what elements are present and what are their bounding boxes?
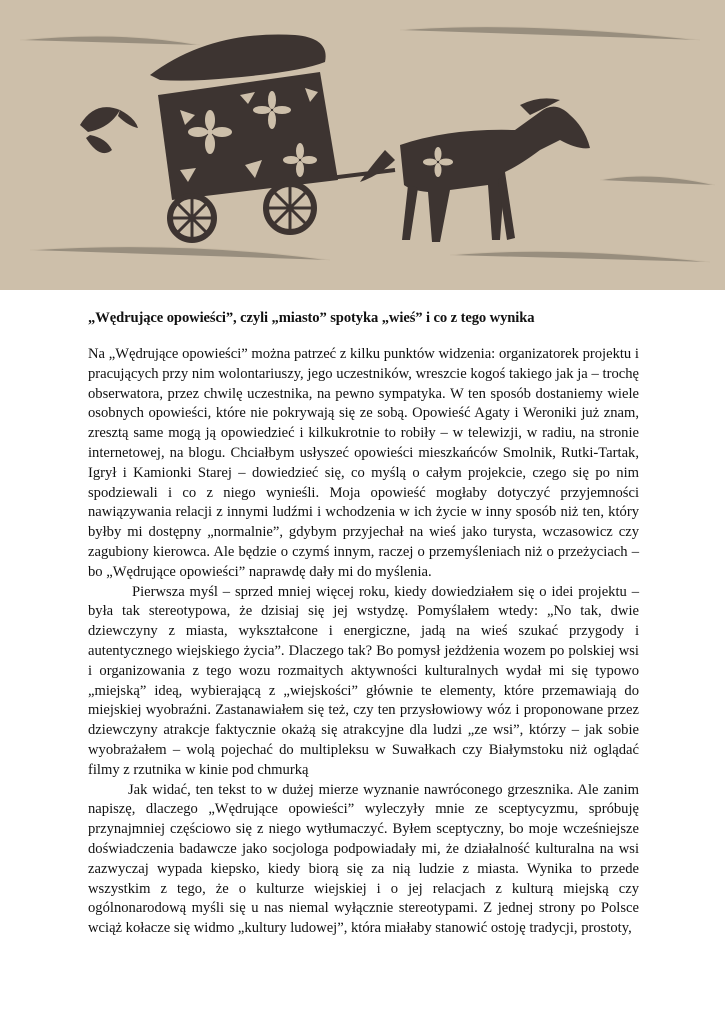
article-title: „Wędrujące opowieści”, czyli „miasto” spotyka „wieś” i co z tego wynika — [88, 310, 535, 326]
article — [88, 309, 639, 939]
wagon-body — [158, 72, 338, 200]
wagon-and-horse-illustration — [0, 0, 725, 290]
paragraph-2: Pierwsza myśl – sprzed mniej więcej roku, kiedy dowiedziałem się o idei projektu – była tak stereotypowa, że dzisiaj się jej wstydzę. Pomyślałem wtedy: „No tak, dwie dziewczyny z miasta, wykształcone i energiczne, jadą na wieś szukać przygody i autentycznego wiejskiego życia”. Dlaczego tak? Bo pomysł jeżdżenia wozem po polskiej wsi i organizowania z tego wozu rozmaitych aktywności kulturalnych wydał mi się typowo „miejską” ideą, wybierającą z „wiejskości” głównie te elementy, które przemawiają do miejskiej wyobraźni. Zastanawiałem się też, czy ten przysłowiowy wóz i proponowane przez dziewczyny atrakcje faktycznie okażą się atrakcyjne dla ludzi „ze wsi”, którzy – jak sobie wyobrażałem – wolą pojechać do multipleksu w Suwałkach czy Białymstoku niż oglądać filmy z rzutnika w kinie pod chmurką — [88, 583, 639, 778]
wagon-wheel-right — [266, 184, 314, 232]
wagon-wheel-left — [170, 196, 214, 240]
header-illustration — [0, 0, 725, 290]
paragraph-1: Na „Wędrujące opowieści” można patrzeć z kilku punktów widzenia: organizatorek projektu i pracujących przy nim wolontariuszy, jego uczestników, wreszcie kogoś takiego jak ja – trochę obserwatora, przez chwilę uczestnika, na pewno sympatyka. W ten sposób dostaniemy wiele osobnych opowieści, które nie pokrywają się ze sobą. Opowieść Agaty i Weroniki już znam, zresztą same mogą ją opowiedzieć i kilkukrotnie to robiły – w telewizji, w radiu, na stronie internetowej, na blogu. Chciałbym usłyszeć opowieści mieszkańców Smolnik, Rutki-Tartak, Igrył i Kamionki Starej – dowiedzieć się, co myślą o całym projekcie, czego się po nim spodziewali i co z niego wynieśli. Moja opowieść mogłaby dotyczyć przyjemności nawiązywania relacji z innymi ludźmi i wchodzenia w ich życie w inny sposób niż ten, który byłby mi dostępny „normalnie”, gdybym przyjechał na wieś jako turysta, wczasowicz czy zagubiony kierowca. Ale będzie o czymś innym, raczej o przemyśleniach niż o przeżyciach – bo „Wędrujące opowieści” naprawdę dały mi do myślenia. — [88, 346, 639, 580]
paragraph-3: Jak widać, ten tekst to w dużej mierze wyznanie nawróconego grzesznika. Ale zanim napiszę, dlaczego „Wędrujące opowieści” wyleczyły mnie ze sceptycyzmu, spróbuję przynajmniej częściowo się z niego wytłumaczyć. Byłem sceptyczny, bo moje wcześniejsze doświadczenia badawcze jako socjologa podpowiadały mi, że działalność kulturalna na wsi zazwyczaj wypada kiepsko, kiedy biorą się za nią ludzie z miasta. Wynika to przede wszystkim z tego, że o kulturze wiejskiej i o jej relacjach z kulturą miejską czy ogólnonarodową myśli się u nas niemal wyłącznie stereotypami. Z jednej strony po Polsce wciąż kołacze się widmo „kultury ludowej”, która miałaby stanowić ostoję tradycji, prostoty, — [88, 781, 639, 937]
